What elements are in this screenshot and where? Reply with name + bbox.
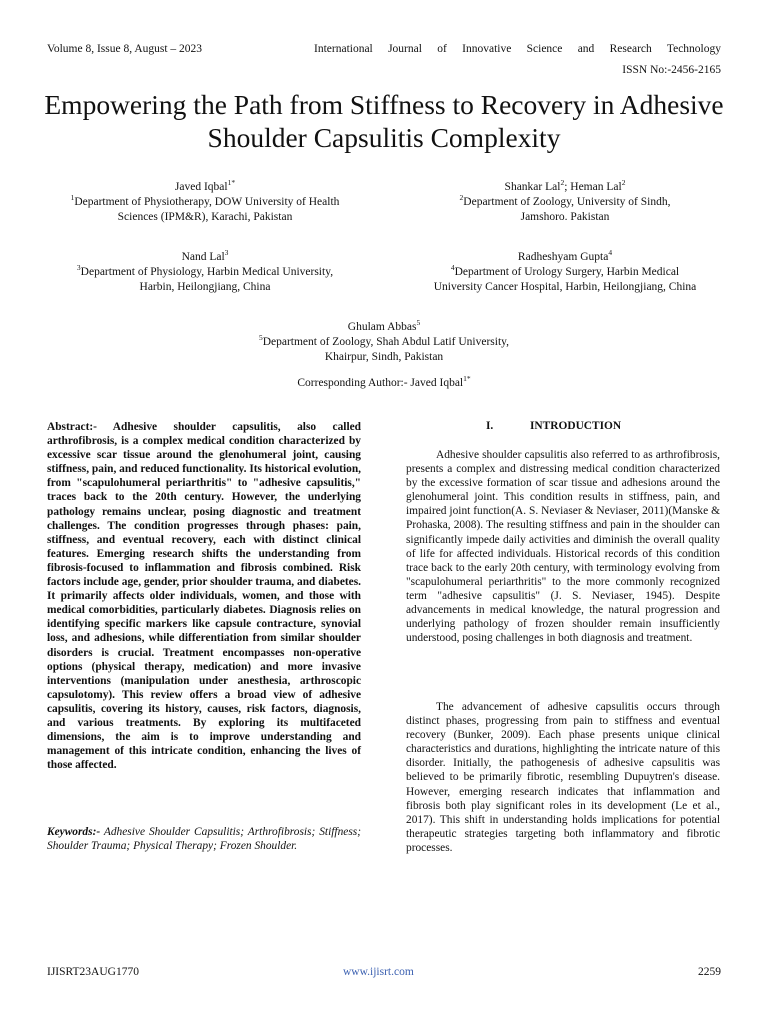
- author-affiliation: $^5$Department of Zoology, Shah Abdul Latif University,: [258, 333, 510, 348]
- author-name: Javed Iqbal$^{1*}$: [174, 178, 236, 193]
- author-affiliation: $^1$Department of Physiotherapy, DOW University of Health: [70, 193, 340, 208]
- author-affiliation-cont: Sciences (IPM&R), Karachi, Pakistan: [117, 211, 293, 223]
- author-affiliation: $^4$Department of Urology Surgery, Harbin Medical: [450, 263, 680, 278]
- abstract: Abstract:- Adhesive shoulder capsulitis, also called arthrofibrosis, is a complex medical condition characterized by excessive scar tissue around the glenohumeral joint, causing stiffness, pain, and reduced functionality. Its historical evolution, from "scapulohumeral periarthritis" to "adhesive capsulitis," traces back to the 20th century. However, the underlying pathology remains unclear, posing diagnostic and treatment challenges. The condition progresses through phases: pain, stiffness, and eventual recovery, each with distinct clinical features. Emerging research shifts the understanding from fibrosis-focused to inflammation and fibrosis combined. Risk factors include age, gender, prior shoulder trauma, and diabetes. It primarily affects older individuals, women, and those with medical comorbidities, particularly diabetes. Diagnosis relies on identifying specific markers like capsule contracture, synovial loss, and adhesions, while differentiation from similar shoulder disorders is crucial. Treatment encompasses non-operative options (physical therapy, medication) and more invasive interventions (manipulation under anesthesia, arthroscopic capsulotomy). This review offers a broad view of adhesive capsulitis, covering its history, causes, risk factors, diagnosis, and various treatments. By exploring its multifaceted dimensions, the aim is to improve understanding and management of this intricate condition, enhancing the lives of those affected.: [47, 421, 362, 772]
- author-affiliation: $^3$Department of Physiology, Harbin Medical University,: [76, 263, 334, 278]
- paper-title: Empowering the Path from Stiffness to Recovery in Adhesive Shoulder Capsulitis Complexity: [44, 89, 724, 153]
- author-name: Nand Lal$^3$: [181, 248, 229, 263]
- author-block-1: [40, 180, 370, 225]
- keywords-text: Adhesive Shoulder Capsulitis; Arthrofibrosis; Stiffness; Shoulder Trauma; Physical Therapy; Frozen Shoulder.: [47, 826, 361, 853]
- section-title: INTRODUCTION: [530, 420, 622, 432]
- author-name: Ghulam Abbas$^5$: [347, 318, 421, 333]
- keywords-label: Keywords:-: [47, 826, 101, 838]
- author-affiliation-cont: Jamshoro. Pakistan: [520, 211, 610, 223]
- intro-paragraph-2: The advancement of adhesive capsulitis occurs through distinct phases, progressing from pain to stiffness and eventual recovery (Bunker, 2009). Each phase presents unique clinical characteristics and durations, highlighting the intricate nature of this disorder. Initially, the pathogenesis of adhesive capsulitis was believed to be primarily fibrotic, resembling Dupuytren's disease. However, emerging research indicates that inflammation and fibrosis both play significant roles in its development (Le et al., 2017). This shift in understanding holds implications for potential therapeutic strategies targeting both inflammatory and fibrotic processes.: [406, 701, 720, 854]
- author-affiliation-cont: University Cancer Hospital, Harbin, Heilongjiang, China: [433, 281, 697, 293]
- author-block-5: [184, 320, 584, 365]
- author-affiliation-cont: Khairpur, Sindh, Pakistan: [324, 351, 444, 363]
- header-volume: Volume 8, Issue 8, August – 2023: [47, 43, 203, 55]
- author-name: Shankar Lal$^2$; Heman Lal$^2$: [504, 178, 626, 193]
- footer-page-number: 2259: [698, 966, 721, 978]
- footer-paper-code: IJISRT23AUG1770: [47, 966, 139, 978]
- author-block-4: [400, 250, 730, 295]
- header-issn: ISSN No:-2456-2165: [622, 64, 721, 76]
- section-number: I.: [486, 420, 494, 432]
- corresponding-author: Corresponding Author:- Javed Iqbal$^{1*}$: [297, 374, 471, 389]
- author-affiliation: $^2$Department of Zoology, University of Sindh,: [459, 193, 671, 208]
- author-block-3: [40, 250, 370, 295]
- keywords: [47, 825, 361, 853]
- author-affiliation-cont: Harbin, Heilongjiang, China: [139, 281, 271, 293]
- footer-website-link[interactable]: www.ijisrt.com: [343, 966, 414, 978]
- header-journal-name: International Journal of Innovative Science and Research Technology: [314, 43, 721, 55]
- author-block-2: [400, 180, 730, 225]
- intro-paragraph-1: Adhesive shoulder capsulitis also referred to as arthrofibrosis, presents a complex and distressing medical condition characterized by the excessive formation of scar tissue and adhesions around the glenohumeral joint. This condition results in stiffness, pain, and impaired joint function(A. S. Neviaser & Neviaser, 2011)(Manske & Prohaska, 2008). The resulting stiffness and pain in the shoulder can significantly impede daily activities and diminish the overall quality of life for affected individuals. Historical records of this condition trace back to the early 20th century, with terminology evolving from "scapulohumeral periarthritis" to the more commonly recognized term "adhesive capsulitis" (J. S. Neviaser, 1945). Despite advancements in medical knowledge, the natural progression and underlying pathology of frozen shoulder remain insufficiently understood, posing challenges in both diagnosis and treatment.: [406, 449, 720, 645]
- author-name: Radheshyam Gupta$^4$: [517, 248, 613, 263]
